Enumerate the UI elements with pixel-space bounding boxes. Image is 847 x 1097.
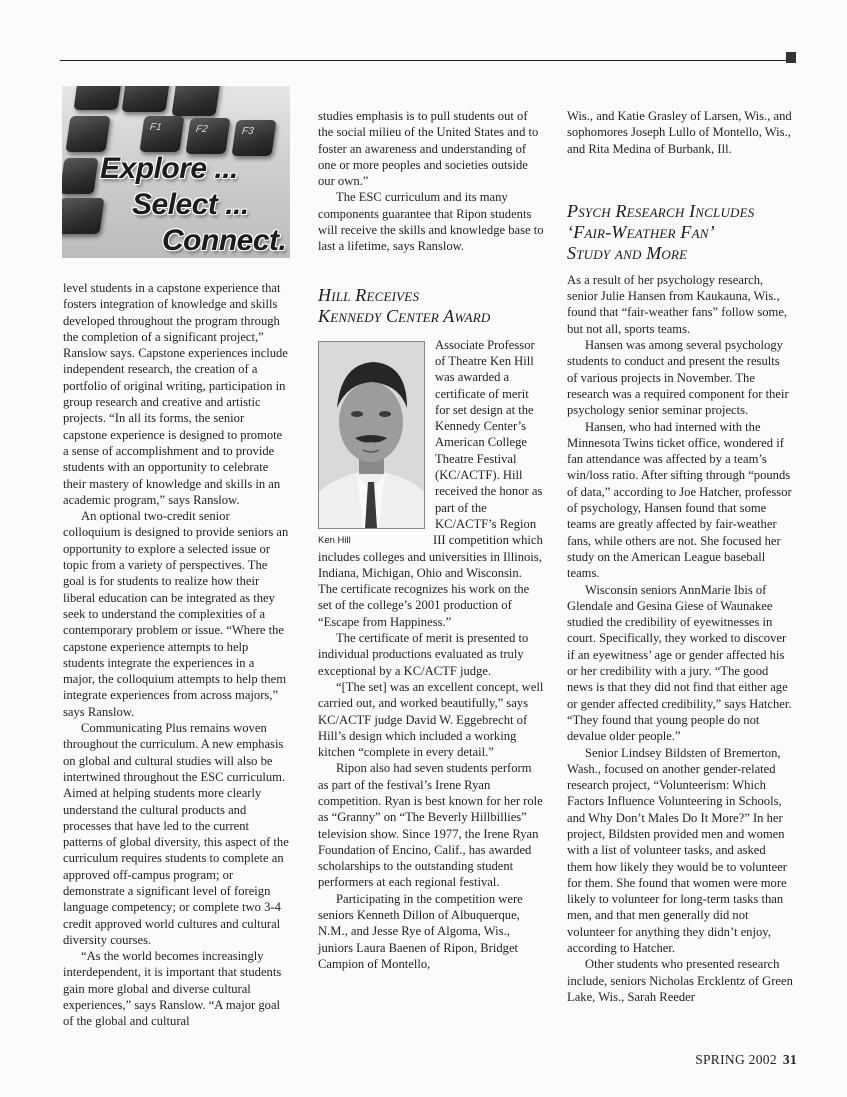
heading-line: ‘Fair-Weather Fan’	[567, 221, 715, 242]
page-folio	[695, 1052, 797, 1068]
header-rule	[60, 60, 786, 61]
heading-line: Study and More	[567, 242, 688, 263]
article-heading-psych	[567, 201, 793, 264]
hero-word-explore: Explore ...	[100, 152, 238, 185]
paragraph: The ESC curriculum and its many components guarantee that Ripon students will receive the skills and knowledge base to last a lifetime, says Ranslow.	[318, 190, 544, 254]
paragraph: Hansen, who had interned with the Minnesota Twins ticket office, wondered if fan attendance was affected by a team’s win/loss ratio. After sifting through “pounds of data,” according to Joe Hatcher, professor of psychology, Hansen found that some teams are greatly affected by fair-weather fans, while others are not. She focused her study on the American League baseball teams.	[567, 419, 792, 581]
paragraph: Hansen was among several psychology students to conduct and present the results of various projects in November. The research was a required component for their psychology senior seminar projects.	[567, 338, 789, 418]
hero-word-select: Select ...	[132, 188, 249, 221]
heading-line: Kennedy Center Award	[318, 305, 491, 326]
paragraph: The certificate of merit is presented to individual productions evaluated as truly exceptional by a KC/ACTF judge.	[318, 631, 529, 678]
key-label: F1	[149, 122, 163, 133]
paragraph: An optional two-credit senior colloquium is designed to provide seniors an opportunity to explore a selected issue or topic from a variety of perspectives. The goal is for students to realize how their liberal education can be integrated as they seek to understand the complexities of a contemporary problem or issue. “Where the capstone experience attempts to help students integrate the experiences in a major, the colloquium attempts to help them integrate experiences from across majors,” says Ranslow.	[63, 509, 289, 719]
column-3	[567, 108, 793, 1005]
keyboard-key-f3	[231, 120, 276, 156]
paragraph: As a result of her psychology research, senior Julie Hansen from Kaukauna, Wis., found that “fair-weather fans” follow some, but not all, sports teams.	[567, 272, 788, 336]
paragraph: Senior Lindsey Bildsten of Bremerton, Wash., focused on another gender-related research project, “Volunteerism: Which Factors Influence Volunteering in Schools, and Why Don’t Males Do It More?” In her project, Bildsten provided men and women with a list of volunteer tasks, and asked them how likely they would be to volunteer for them. She found that women were more likely to volunteer for long-term tasks than men, and that men generally did not volunteer for anything they didn’t enjoy, according to Hatcher.	[567, 745, 787, 956]
paragraph: “As the world becomes increasingly interdependent, it is important that students gain more global and diverse cultural experiences,” says Ranslow. “A major goal of the global and cultural	[63, 949, 282, 1029]
keyboard-key-f2	[185, 118, 230, 154]
paragraph: “[The set] was an excellent concept, well carried out, and worked beautifully,” says KC/ACTF judge David W. Eggebrecht of Hill’s design which included a working kitchen “complete in every detail.”	[318, 679, 544, 760]
paragraph: Communicating Plus remains woven throughout the curriculum. A new emphasis on global and cultural studies will also be intertwined throughout the ESC curriculum. Aimed at helping students more clearly understand the cultural products and processes that have led to the current patterns of global diversity, this aspect of the curriculum requires students to complete an approved off-campus program; or demonstrate a significant level of foreign language competency; or complete two 3-4 credit approved world cultures and cultural diversity courses.	[63, 721, 289, 947]
portrait-image	[319, 342, 424, 528]
paragraph: Participating in the competition were seniors Kenneth Dillon of Albuquerque, N.M., and Jesse Rye of Algoma, Wis., juniors Laura Baenen of Ripon, Bridget Campion of Montello,	[318, 891, 523, 971]
paragraph: Other students who presented research include, seniors Nicholas Ercklentz of Green Lake, Wis., Sarah Reeder	[567, 957, 793, 1004]
keyboard-key	[121, 86, 170, 112]
paragraph: Wisconsin seniors AnnMarie Ibis of Glendale and Gesina Giese of Waunakee studied the credibility of eyewitnesses in court. Specifically, they worked to discover if an eyewitness’ age or gender affected his or her credibility with a jury. “The good news is that they did not find that either age or gender affected credibility,” says Hatcher. “They found that young people do not devalue older people.”	[567, 582, 792, 744]
page-number: 31	[782, 1052, 797, 1067]
paragraph: Wis., and Katie Grasley of Larsen, Wis., and sophomores Joseph Lullo of Montello, Wis., and Rita Medina of Burbank, Ill.	[567, 109, 792, 156]
lead-paragraph	[318, 337, 544, 630]
keyboard-key	[62, 198, 105, 234]
header-rule-marker	[786, 52, 796, 63]
keyboard-key	[171, 86, 220, 116]
keyboard-key-f1	[139, 116, 184, 152]
column-1	[63, 280, 289, 1030]
heading-line: Psych Research Includes	[567, 200, 755, 221]
keyboard-key	[62, 158, 99, 194]
heading-line: Hill Receives	[318, 284, 420, 305]
ken-hill-photo	[318, 341, 425, 529]
paragraph: Ripon also had seven students perform as part of the festival’s Irene Ryan competition. Ryan is best known for her role as “Granny” on “The Beverly Hillbillies” television show. Since 1977, the Irene Ryan Foundation of Encino, Calif., has awarded scholarships to the outstanding student performers at each regional festival.	[318, 761, 543, 890]
explore-select-connect-graphic	[62, 86, 290, 258]
key-label: F3	[241, 126, 255, 137]
article-heading-hill	[318, 285, 544, 327]
lead-text: Associate Professor of Theatre Ken Hill was awarded a certificate of merit for set design at the Kennedy Center’s American College Theatre Festival (KC/ACTF). Hill received the honor as part of the KC/ACTF’s Region III competition which includes colleges and universities in Illinois, Indiana, Michigan, Ohio and Wisconsin. The certificate recognizes his work on the set of the college’s 2001 production of “Escape from Happiness.”	[318, 337, 543, 629]
hero-word-connect: Connect.	[162, 224, 287, 257]
keyboard-key	[73, 86, 122, 110]
keyboard-key	[65, 116, 110, 152]
key-label: F2	[195, 124, 209, 135]
issue-label: SPRING 2002	[695, 1052, 777, 1067]
paragraph: studies emphasis is to pull students out of the social milieu of the United States and to foster an awareness and understanding of one or more peoples and societies outside our own.”	[318, 109, 539, 189]
paragraph: level students in a capstone experience that fosters integration of knowledge and skills developed throughout the program through the completion of a significant project,” Ranslow says. Capstone experiences include independent research, the creation of a portfolio of original writing, participation in group research and creative and artistic projects. “In all its forms, the senior capstone experience is designed to promote a sense of accomplishment and to provide students with an opportunity to celebrate their mastery of knowledge and skills in an academic program,” says Ranslow.	[63, 281, 288, 507]
column-2	[318, 108, 544, 972]
photo-caption: Ken Hill	[318, 534, 351, 546]
